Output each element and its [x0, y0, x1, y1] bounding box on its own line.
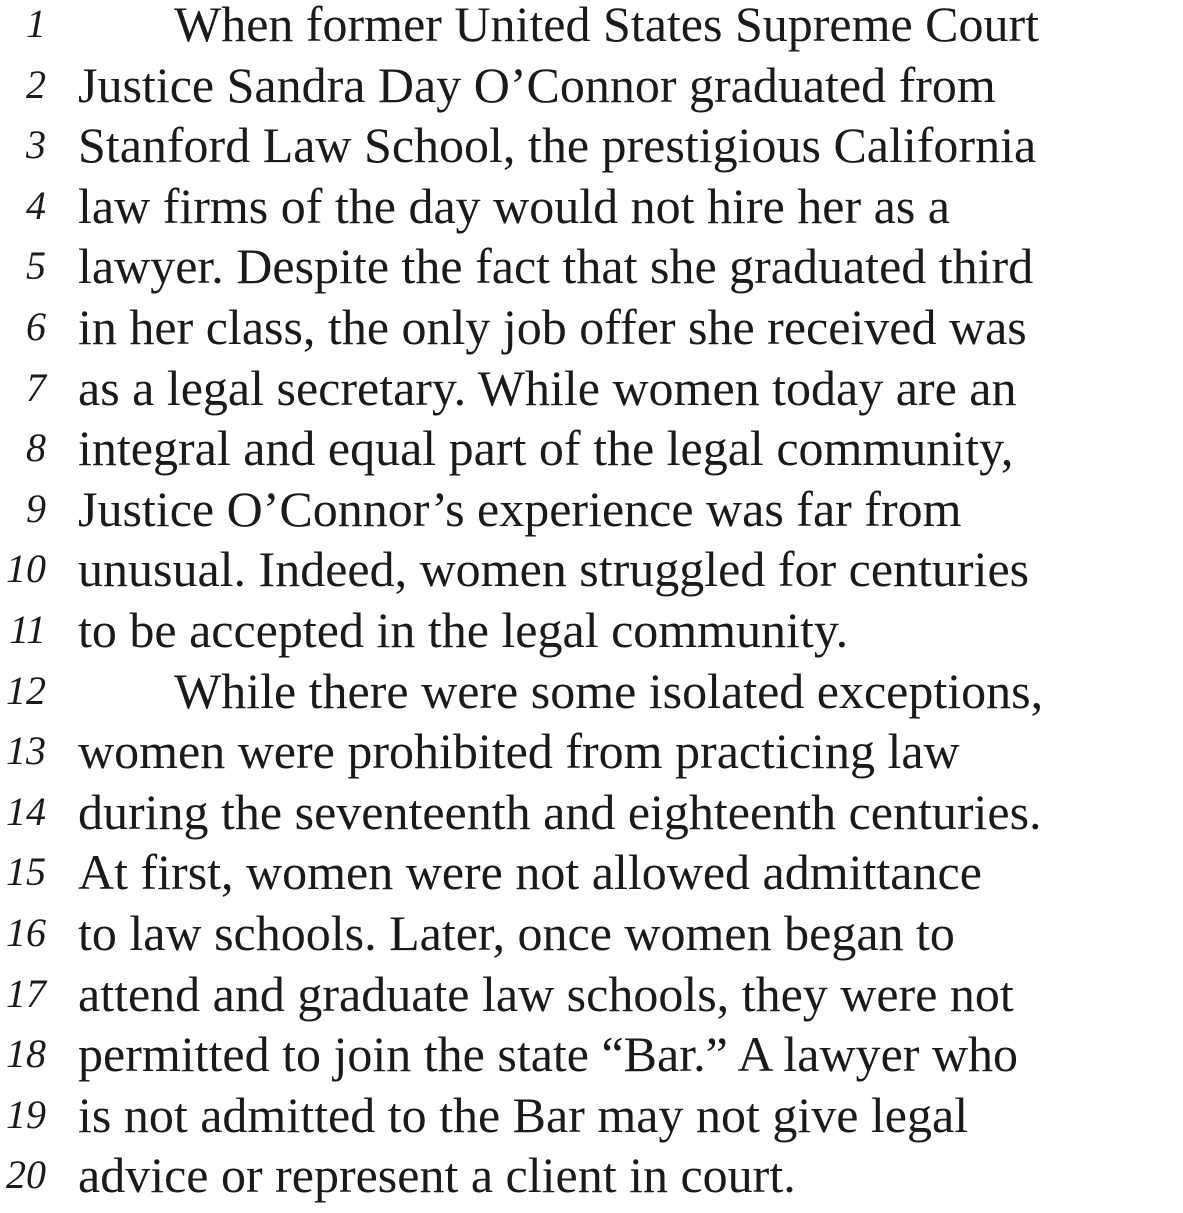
line-number: 4	[26, 183, 46, 228]
text-line	[0, 178, 1183, 244]
text-line	[0, 1147, 1183, 1213]
line-number: 12	[6, 668, 46, 713]
line-text: attend and graduate law schools, they were not	[78, 966, 1014, 1022]
line-number: 19	[6, 1092, 46, 1137]
text-line	[0, 1026, 1183, 1092]
line-number: 10	[6, 546, 46, 591]
text-line	[0, 481, 1183, 547]
line-number: 2	[26, 62, 46, 107]
line-text: permitted to join the state “Bar.” A lawyer who	[78, 1026, 1019, 1082]
line-number: 6	[26, 304, 46, 349]
text-line	[0, 420, 1183, 486]
line-text: advice or represent a client in court.	[78, 1147, 796, 1203]
line-text: When former United States Supreme Court	[174, 0, 1040, 52]
line-text: lawyer. Despite the fact that she graduated third	[78, 238, 1034, 294]
line-number: 15	[6, 849, 46, 894]
text-line	[0, 966, 1183, 1032]
line-number: 3	[26, 122, 46, 167]
line-text: to law schools. Later, once women began to	[78, 905, 955, 961]
line-number: 14	[6, 789, 46, 834]
line-number: 18	[6, 1031, 46, 1076]
line-number: 7	[26, 365, 46, 410]
text-line	[0, 360, 1183, 426]
text-line	[0, 117, 1183, 183]
text-line	[0, 602, 1183, 668]
line-number: 16	[6, 910, 46, 955]
line-text: is not admitted to the Bar may not give legal	[78, 1087, 969, 1143]
line-text: At first, women were not allowed admittance	[78, 844, 982, 900]
text-line	[0, 541, 1183, 607]
text-line	[0, 1087, 1183, 1153]
text-line	[0, 844, 1183, 910]
line-text: in her class, the only job offer she received was	[78, 299, 1027, 355]
line-text: as a legal secretary. While women today are an	[78, 360, 1017, 416]
text-line	[0, 57, 1183, 123]
text-line	[0, 905, 1183, 971]
line-text: Stanford Law School, the prestigious California	[78, 117, 1037, 173]
line-text: integral and equal part of the legal community,	[78, 420, 1014, 476]
text-line	[0, 723, 1183, 789]
line-text: during the seventeenth and eighteenth centuries.	[78, 784, 1042, 840]
line-text: unusual. Indeed, women struggled for centuries	[78, 541, 1030, 597]
line-number: 9	[26, 486, 46, 531]
line-number: 8	[26, 425, 46, 470]
line-text: law firms of the day would not hire her as a	[78, 178, 950, 234]
line-number: 11	[8, 607, 46, 652]
line-text: women were prohibited from practicing law	[78, 723, 960, 779]
text-line	[0, 663, 1183, 729]
text-line	[0, 784, 1183, 850]
line-number: 20	[6, 1152, 46, 1197]
line-text: to be accepted in the legal community.	[78, 602, 849, 658]
line-number: 1	[26, 1, 46, 46]
line-text: While there were some isolated exceptions,	[174, 663, 1044, 719]
line-number: 17	[6, 971, 46, 1016]
line-number: 13	[6, 728, 46, 773]
line-text: Justice Sandra Day O’Connor graduated from	[78, 57, 996, 113]
text-line	[0, 1, 1183, 62]
text-line	[0, 238, 1183, 304]
line-number: 5	[26, 243, 46, 288]
text-line	[0, 299, 1183, 365]
line-text: Justice O’Connor’s experience was far from	[78, 481, 962, 537]
